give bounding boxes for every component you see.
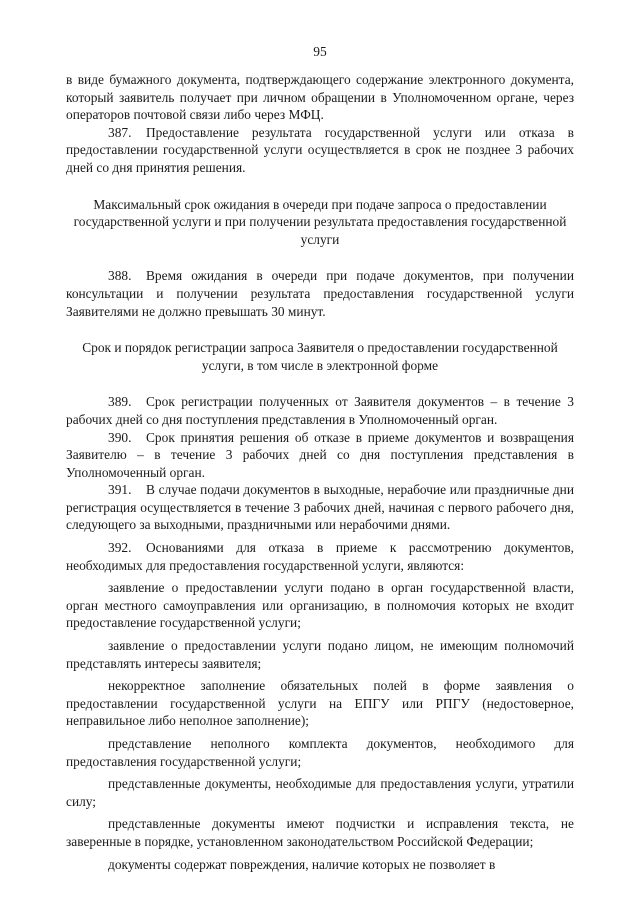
paragraph-number: 390.	[108, 429, 132, 445]
paragraph-392	[66, 539, 574, 574]
ground-item: представленные документы, необходимые для предоставления услуги, утратили силу;	[66, 776, 574, 809]
ground-item: представленные документы имеют подчистки и исправления текста, не заверенные в порядке, установленном законодательством Российской Федерации;	[66, 816, 574, 849]
document-body	[66, 71, 574, 873]
paragraph-391	[66, 481, 574, 534]
paragraph-390	[66, 429, 574, 482]
paragraph-text: Время ожидания в очереди при подаче документов, при получении консультации и получении результата предоставления государственной услуги Заявителями не должно превышать 30 минут.	[66, 268, 574, 319]
paragraph-number: 389.	[108, 394, 132, 410]
paragraph-text: Основаниями для отказа в приеме к рассмотрению документов, необходимых для предоставления государственной услуги, являются:	[66, 540, 574, 573]
ground-item: заявление о предоставлении услуги подано в орган государственной власти, орган местного самоуправления или организацию, в полномочия которых не входит предоставление государственной услуги;	[66, 580, 574, 631]
paragraph-number: 387.	[108, 124, 132, 140]
page-number: 95	[313, 44, 327, 59]
paragraph-intro: в виде бумажного документа, подтверждающего содержание электронного документа, который заявитель получает при личном обращении в Уполномоченном органе, через операторов почтовой связи либо через МФЦ.	[66, 72, 574, 123]
paragraph-388	[66, 267, 574, 320]
paragraph-text: Предоставление результата государственной услуги или отказа в предоставлении государственной услуги осуществляется в срок не позднее 3 рабочих дней со дня принятия решения.	[66, 124, 574, 175]
section-heading-queue-time: Максимальный срок ожидания в очереди при подаче запроса о предоставлении государственной услуги и при получении результата предоставления государственной услуги	[73, 196, 567, 247]
ground-item: заявление о предоставлении услуги подано лицом, не имеющим полномочий представлять интересы заявителя;	[66, 638, 574, 671]
ground-item: некорректное заполнение обязательных полей в форме заявления о предоставлении государственной услуги на ЕПГУ или РПГУ (недостоверное, неправильное либо неполное заполнение);	[66, 678, 574, 729]
paragraph-389	[66, 393, 574, 428]
ground-item: документы содержат повреждения, наличие которых не позволяет в	[108, 856, 496, 872]
paragraph-text: Срок принятия решения об отказе в приеме документов и возвращения Заявителю – в течение 3 рабочих дней со дня поступления представления в Уполномоченный орган.	[66, 429, 574, 480]
paragraph-number: 388.	[108, 268, 132, 284]
ground-item: представление неполного комплекта документов, необходимого для предоставления государственной услуги;	[66, 736, 574, 769]
paragraph-text: В случае подачи документов в выходные, нерабочие или праздничные дни регистрация осуществляется в течение 3 рабочих дней, начиная с первого рабочего дня, следующего за выходными, праздничными или нерабочими днями.	[66, 482, 574, 533]
section-heading-registration: Срок и порядок регистрации запроса Заявителя о предоставлении государственной услуги, в том числе в электронной форме	[82, 340, 558, 373]
document-page	[66, 0, 574, 905]
paragraph-text: Срок регистрации полученных от Заявителя документов – в течение 3 рабочих дней со дня поступления представления в Уполномоченный орган.	[66, 394, 574, 427]
paragraph-387	[66, 124, 574, 177]
paragraph-number: 392.	[108, 540, 132, 556]
paragraph-number: 391.	[108, 482, 132, 498]
